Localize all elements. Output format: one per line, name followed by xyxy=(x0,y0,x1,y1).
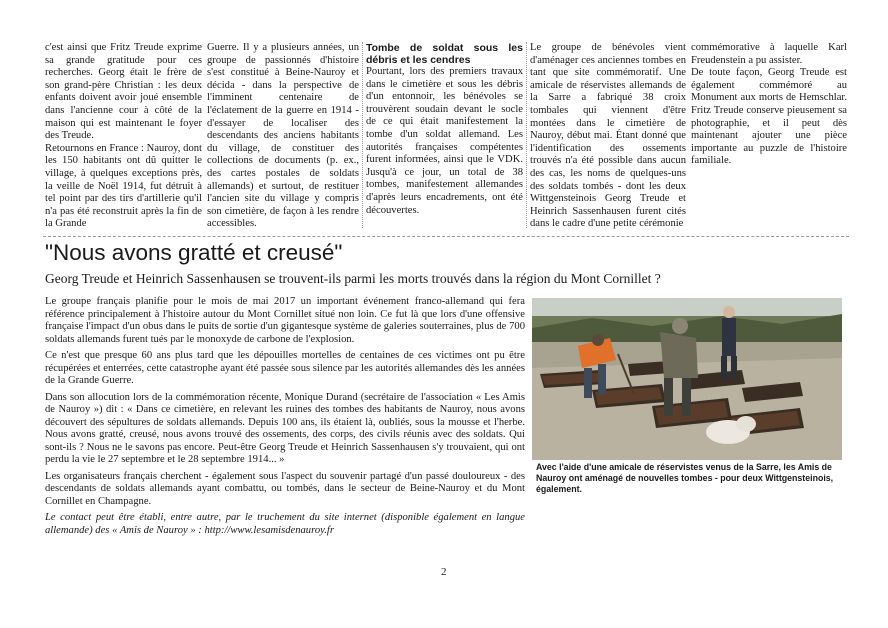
photo-caption: Avec l'aide d'une amicale de réservistes venus de la Sarre, les Amis de Nauroy ont aménagé de nouvelles tombes - pour deux Wittgensteinois, également. xyxy=(536,462,834,494)
column-divider xyxy=(362,42,363,228)
column-paragraph: Guerre. Il y a plusieurs années, un groupe de passionnés d'histoire s'est constitué à Beine-Nauroy et décida - dans la perspective de l'imminent centenaire de l'éclatement de la guerre en 1914 - d'essayer de localiser des descendants des anciens habitants du village, de constituer des collections de documents (p. ex., des cartes postales de soldats allemands) et surtout, de restituer l'ancien site du village y compris son cimetière, de façon à les rendre accessibles. xyxy=(207,42,359,230)
top-column-1 xyxy=(45,42,202,231)
column-paragraph: Retournons en France : Nauroy, dont les 150 habitants ont dû quitter le village, à quelques exceptions près, la veille de Noël 1914, fut détruit à tel point par des tirs d'artillerie qu'il n'a pas été reconstruit après la fin de la Grande xyxy=(45,142,202,230)
article-paragraph: Les organisateurs français cherchent - également sous l'aspect du souvenir partagé d'un passé douloureux - des descendants de soldats allemands ayant combattu, ou tombés, dans le secteur de Beine-Nauroy et du Mont Cornillet en Champagne. xyxy=(45,470,525,507)
section-subheading: Tombe de soldat sous les débris et les cendres xyxy=(366,42,523,66)
article-paragraph: Dans son allocution lors de la commémoration récente, Monique Durand (secrétaire de l'association « Les Amis de Nauroy ») dit : « Dans ce cimetière, en relevant les ruines des tombes des habitants de Nauroy, nous avons découvert des sépultures de soldats allemands. Depuis 100 ans, ils étaient là, oubliés, sous la mousse et l'herbe. Nous avons gratté, creusé, nous avons trouvé des ossements, des corps, des civils réunis avec des soldats. Qui sont-ils ? Nous ne le savons pas encore. Peut-être Georg Treude et Heinrich Sassenhausen s'y trouvaient, qui ont perdu la vie le 27 septembre et le 28 septembre 1914... » xyxy=(45,391,525,465)
article-headline: "Nous avons gratté et creusé" xyxy=(45,240,343,265)
section-separator xyxy=(43,236,849,237)
page-number: 2 xyxy=(441,566,447,578)
cemetery-photo-illustration xyxy=(532,298,842,460)
cemetery-photo xyxy=(532,298,842,460)
article-subheadline: Georg Treude et Heinrich Sassenhausen se trouvent-ils parmi les morts trouvés dans la région du Mont Cornillet ? xyxy=(45,271,661,286)
column-paragraph: c'est ainsi que Fritz Treude exprime sa grande gratitude pour ces recherches. Georg était le frère de son grand-père Christian : les deux enfants doivent avoir joué ensemble dans l'ancienne cour à côté de la maison qui est maintenant le foyer des Treude. xyxy=(45,42,202,142)
column-paragraph: De toute façon, Georg Treude est également commémoré au Monument aux morts de Hemschlar. Fritz Treude conserve pieusement sa photographie, et il peut dès maintenant ajouter une pièce importante au puzzle de l'histoire familiale. xyxy=(691,67,847,167)
top-column-5 xyxy=(691,42,847,168)
article-paragraph: Ce n'est que presque 60 ans plus tard que les dépouilles mortelles de centaines de ces victimes ont pu être récupérées et enterrées, cette catastrophe ayant été passée sous silence par les autorités allemandes dès les années de la Grande Guerre. xyxy=(45,350,525,386)
column-paragraph: Le groupe de bénévoles vient d'aménager ces anciennes tombes en tant que site commémoratif. Une amicale de réservistes allemands de la Sarre a fabriqué 38 croix tombales qui viennent d'être montées dans le cimetière de Nauroy, début mai. Étant donné que l'identification des ossements trouvés n'a été possible dans aucun des cas, les noms de quelques-uns des soldats tombés - dont les deux Wittgensteinois Georg Treude et Heinrich Sassenhausen furent cités dans le cadre d'une petite cérémonie xyxy=(530,42,686,230)
column-paragraph: commémorative à laquelle Karl Freudenstein a pu assister. xyxy=(691,42,847,66)
top-column-4 xyxy=(530,42,686,231)
article-paragraph: Le groupe français planifie pour le mois de mai 2017 un important événement franco-allemand qui fera référence principalement à l'histoire autour du Mont Cornillet situé non loin. Ce fut là que lors d'une offensive française l'impact d'un obus dans le puits de sortie d'un gigantesque système de galeries souterraines, plus de 700 soldats allemands furent tués par le monoxyde de carbone de l'explosion. xyxy=(45,296,525,345)
column-paragraph: Pourtant, lors des premiers travaux dans le cimetière et sous les débris d'un entonnoir, les bénévoles se trouvèrent soudain devant le socle de ce qui était manifestement la tombe d'un soldat allemand. Les autorités françaises compétentes furent informées, ainsi que le VDK. Jusqu'à ce jour, un total de 38 tombes, manifestement allemandes d'après leurs encadrements, ont été découvertes. xyxy=(366,66,523,216)
top-column-3 xyxy=(366,42,523,217)
article-body xyxy=(45,296,525,541)
column-divider xyxy=(526,42,527,228)
contact-info: Le contact peut être établi, entre autre, par le truchement du site internet (disponible également en langue allemande) des « Amis de Nauroy » : http://www.lesamisdenauroy.fr xyxy=(45,512,525,536)
top-column-2 xyxy=(207,42,359,231)
